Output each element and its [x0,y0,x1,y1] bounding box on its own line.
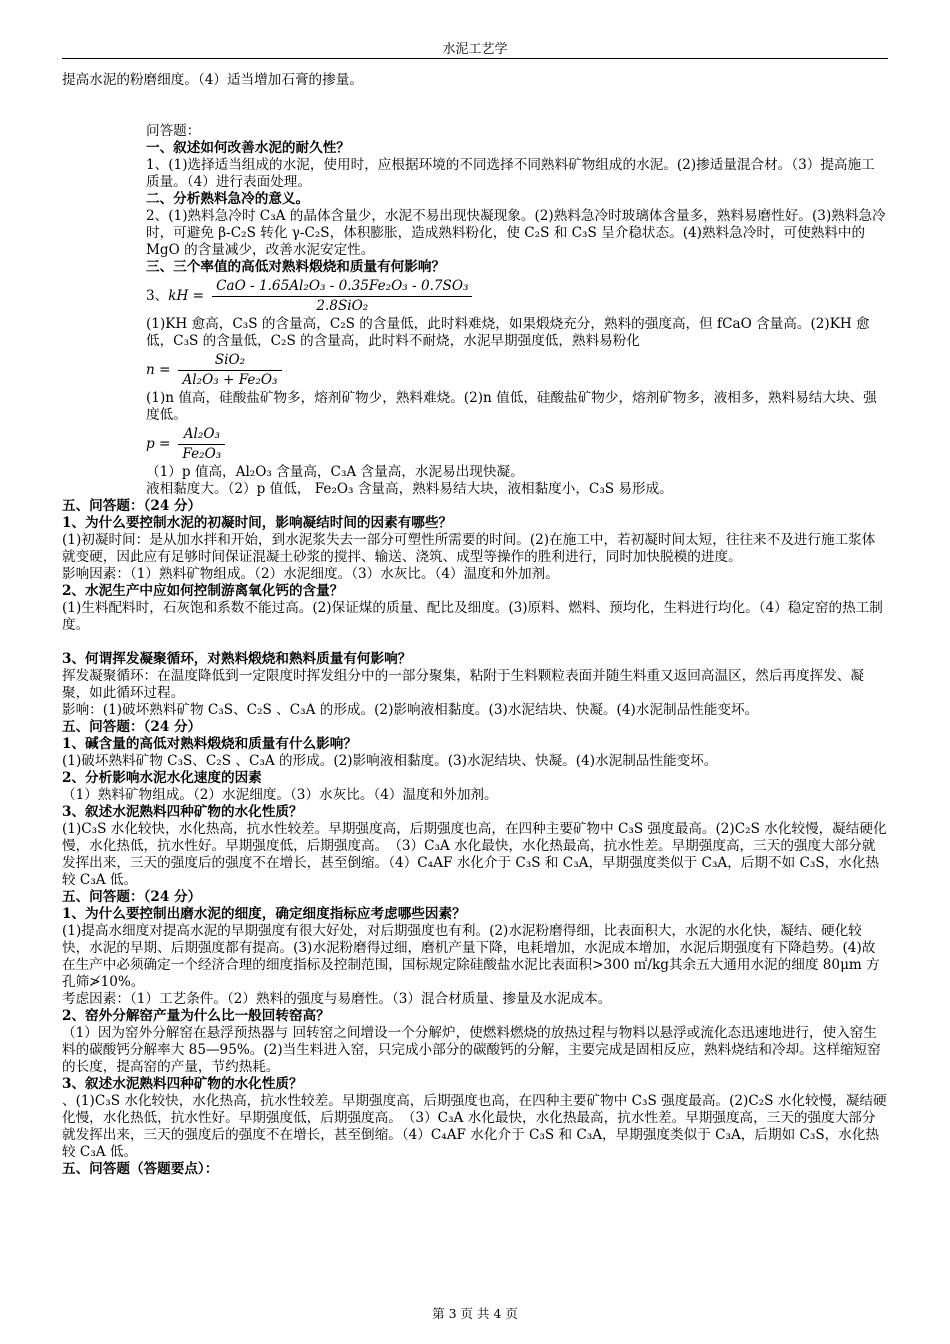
n-formula [146,350,888,390]
page-footer: 第 3 页 共 4 页 [432,1306,518,1321]
section-5a-answer-3b: 影响：(1)破坏熟料矿物 C₃S、C₂S 、C₃A 的形成。(2)影响液相黏度。(3)水泥结块、快凝。(4)水泥制品性能变坏。 [62,702,759,718]
section-5c-question-1: 1、为什么要控制出磨水泥的细度，确定细度指标应考虑哪些因素？ [62,906,466,922]
section-5a-answer-3: 挥发凝聚循环：在温度降低到一定限度时挥发组分中的一部分聚集，粘附于生料颗粒表面并随生料重又返回高温区，然后再度挥发、凝聚，如此循环过程。 [62,668,865,701]
kh-block [62,276,888,350]
section-5c-answer-3: 、(1)C₃S 水化较快，水化热高，抗水性较差。早期强度高，后期强度也高，在四种主要矿物中 C₃S 强度最高。(2)C₂S 水化较慢，凝结硬化慢，水化热低，抗水性好。早期强度低，后期强度高。 （3）C₃A 水化最快，水化热最高，抗水性差。早期强度高，三天的强度大部分就发挥出来，三天的强度后的强度不在增长，甚至倒缩。（4）C₄AF 水化介于 C₃S 和 C₃A，早期强度类似于 C₃A，后期如 C₃S，水化热较 C₃A 低。 [62,1093,887,1160]
p-text: （1）p 值高，Al₂O₃ 含量高，C₃A 含量高，水泥易出现快凝。 [146,464,524,480]
section-5a-question-2: 2、水泥生产中应如何控制游离氧化钙的含量？ [62,583,344,599]
section-5b-answer-2: （1）熟料矿物组成。（2）水泥细度。（3）水灰比。（4）温度和外加剂。 [62,787,498,803]
question-3: 三、三个率值的高低对熟料煅烧和质量有何影响？ [146,259,446,275]
section-5a-answer-1b: 影响因素：（1）熟料矿物组成。（2）水泥细度。（3）水灰比。（4）温度和外加剂。 [62,566,559,582]
n-lhs: n = [146,361,171,378]
section-5a-question-1: 1、为什么要控制水泥的初凝时间，影响凝结时间的因素有哪些？ [62,515,453,531]
kh-numerator: CaO - 1.65Al₂O₃ - 0.35Fe₂O₃ - 0.7SO₃ [212,278,472,297]
p-numerator: Al₂O₃ [178,426,225,445]
section-5c-title: 五、问答题：（24 分） [62,889,202,905]
n-text: (1)n 值高，硅酸盐矿物多，熔剂矿物少，熟料难烧。(2)n 值低，硅酸盐矿物少，熔剂矿物多，液相多，熟料易结大块、强度低。 [146,390,877,423]
page-header: 水泥工艺学 [442,42,508,57]
n-fraction [178,352,281,389]
n-block [62,350,888,424]
p-text-2: 液相黏度大。（2）p 值低， Fe₂O₃ 含量高，熟料易结大块，液相黏度小，C₃S 易形成。 [146,481,673,497]
section-5a-answer-1: (1)初凝时间：是从加水拌和开始，到水泥浆失去一部分可塑性所需要的时间。(2)在施工中，若初凝时间太短，往往来不及进行施工浆体就变硬，因此应有足够时间保证混凝土砂浆的搅拌、输送、浇筑、成型等操作的胜利进行，同时加快脱模的进度。 [62,532,876,565]
section-5a-title: 五、问答题：（24 分） [62,498,202,514]
section-5c-answer-1b: 考虑因素：（1）工艺条件。（2）熟料的强度与易磨性。（3）混合材质量、掺量及水泥成本。 [62,991,612,1007]
p-fraction [178,426,225,463]
section-5c-answer-2: （1）因为窑外分解窑在悬浮预热器与 回转窑之间增设一个分解炉，使燃料燃烧的放热过程与物料以悬浮或流化态迅速地进行，使入窑生料的碳酸钙分解率大 85—95%。(2)当生料进入窑，只完成小部分的碳酸钙的分解，主要完成是固相反应，熟料烧结和冷却。这样缩短窑的长度，提高窑的产量，节约热耗。 [62,1025,881,1075]
section-5c-answer-1: (1)提高水细度对提高水泥的早期强度有很大好处，对后期强度也有利。(2)水泥粉磨得细，比表面积大，水泥的水化快，凝结、硬化较快，水泥的早期、后期强度都有提高。(3)水泥粉磨得过细，磨机产量下降，电耗增加，水泥成本增加，水泥后期强度有下降趋势。(4)故在生产中必须确定一个经济合理的细度指标及控制范围，国标规定除硅酸盐水泥比表面积>300 ㎡/kg其余五大通用水泥的细度 80μm 方孔筛≯10%。 [62,923,880,990]
qa-title: 问答题： [146,123,201,139]
kh-denominator: 2.8SiO₂ [316,297,369,314]
answer-1: 1、(1)选择适当组成的水泥，使用时，应根据环境的不同选择不同熟料矿物组成的水泥。(2)掺适量混合材。（3）提高施工质量。（4）进行表面处理。 [146,157,875,190]
document-body [62,72,888,1178]
section-5b-question-3: 3、叙述水泥熟料四种矿物的水化性质？ [62,804,303,820]
kh-fraction [212,278,472,315]
section-5b-question-2: 2、分析影响水泥水化速度的因素 [62,770,262,786]
section-5b-answer-1: (1)破坏熟料矿物 C₃S、C₂S 、C₃A 的形成。(2)影响液相黏度。(3)水泥结块、快凝。(4)水泥制品性能变坏。 [62,753,718,769]
kh-prefix: 3、 [146,287,169,304]
section-5a-answer-2: (1)生料配料时，石灰饱和系数不能过高。(2)保证煤的质量、配比及细度。(3)原料、燃料、预均化，生料进行均化。（4）稳定窑的热工制度。 [62,600,883,633]
section-5b-title: 五、问答题：（24 分） [62,719,202,735]
question-2: 二、分析熟料急冷的意义。 [146,191,310,207]
p-block [62,424,888,498]
section-5c-question-3: 3、叙述水泥熟料四种矿物的水化性质？ [62,1076,303,1092]
p-lhs: p = [146,435,171,452]
kh-formula [146,276,888,316]
kh-lhs: kH = [168,287,205,304]
n-denominator: Al₂O₃ + Fe₂O₃ [182,371,278,388]
section-5b-question-1: 1、碱含量的高低对熟料煅烧和质量有什么影响？ [62,736,357,752]
line-1: 提高水泥的粉磨细度。（4）适当增加石膏的掺量。 [62,72,363,88]
section-5c-question-2: 2、窑外分解窑产量为什么比一般回转窑高？ [62,1008,330,1024]
question-1: 一、叙述如何改善水泥的耐久性？ [146,140,350,156]
kh-text: (1)KH 愈高，C₃S 的含量高，C₂S 的含量低，此时料难烧，如果煅烧充分，熟料的强度高，但 fCaO 含量高。(2)KH 愈低，C₃S 的含量低，C₂S 的含量高，此时料不耐烧，水泥早期强度低，熟料易粉化 [146,316,870,349]
header-rule [62,58,888,59]
n-numerator: SiO₂ [178,352,281,371]
section-5a-question-3: 3、何谓挥发凝聚循环，对熟料煅烧和熟料质量有何影响？ [62,651,412,667]
section-5d-title: 五、问答题（答题要点）： [62,1161,219,1177]
p-denominator: Fe₂O₃ [182,445,222,462]
section-5b-answer-3: (1)C₃S 水化较快，水化热高，抗水性较差。早期强度高，后期强度也高，在四种主要矿物中 C₃S 强度最高。(2)C₂S 水化较慢，凝结硬化慢，水化热低，抗水性好。早期强度低，后期强度高。 （3）C₃A 水化最快，水化热最高，抗水性差。早期强度高，三天的强度大部分就发挥出来，三天的强度后的强度不在增长，甚至倒缩。（4）C₄AF 水化介于 C₃S 和 C₃A，早期强度类似于 C₃A，后期不如 C₃S，水化热较 C₃A 低。 [62,821,887,888]
answer-2: 2、(1)熟料急冷时 C₃A 的晶体含量少，水泥不易出现快凝现象。(2)熟料急冷时玻璃体含量多，熟料易磨性好。(3)熟料急冷时，可避免 β-C₂S 转化 γ-C₂S，体积膨胀，造成熟料粉化，使 C₂S 和 C₃S 呈介稳状态。(4)熟料急冷时，可使熟料中的 MgO 的含量减少，改善水泥安定性。 [146,208,886,258]
p-formula [146,424,888,464]
